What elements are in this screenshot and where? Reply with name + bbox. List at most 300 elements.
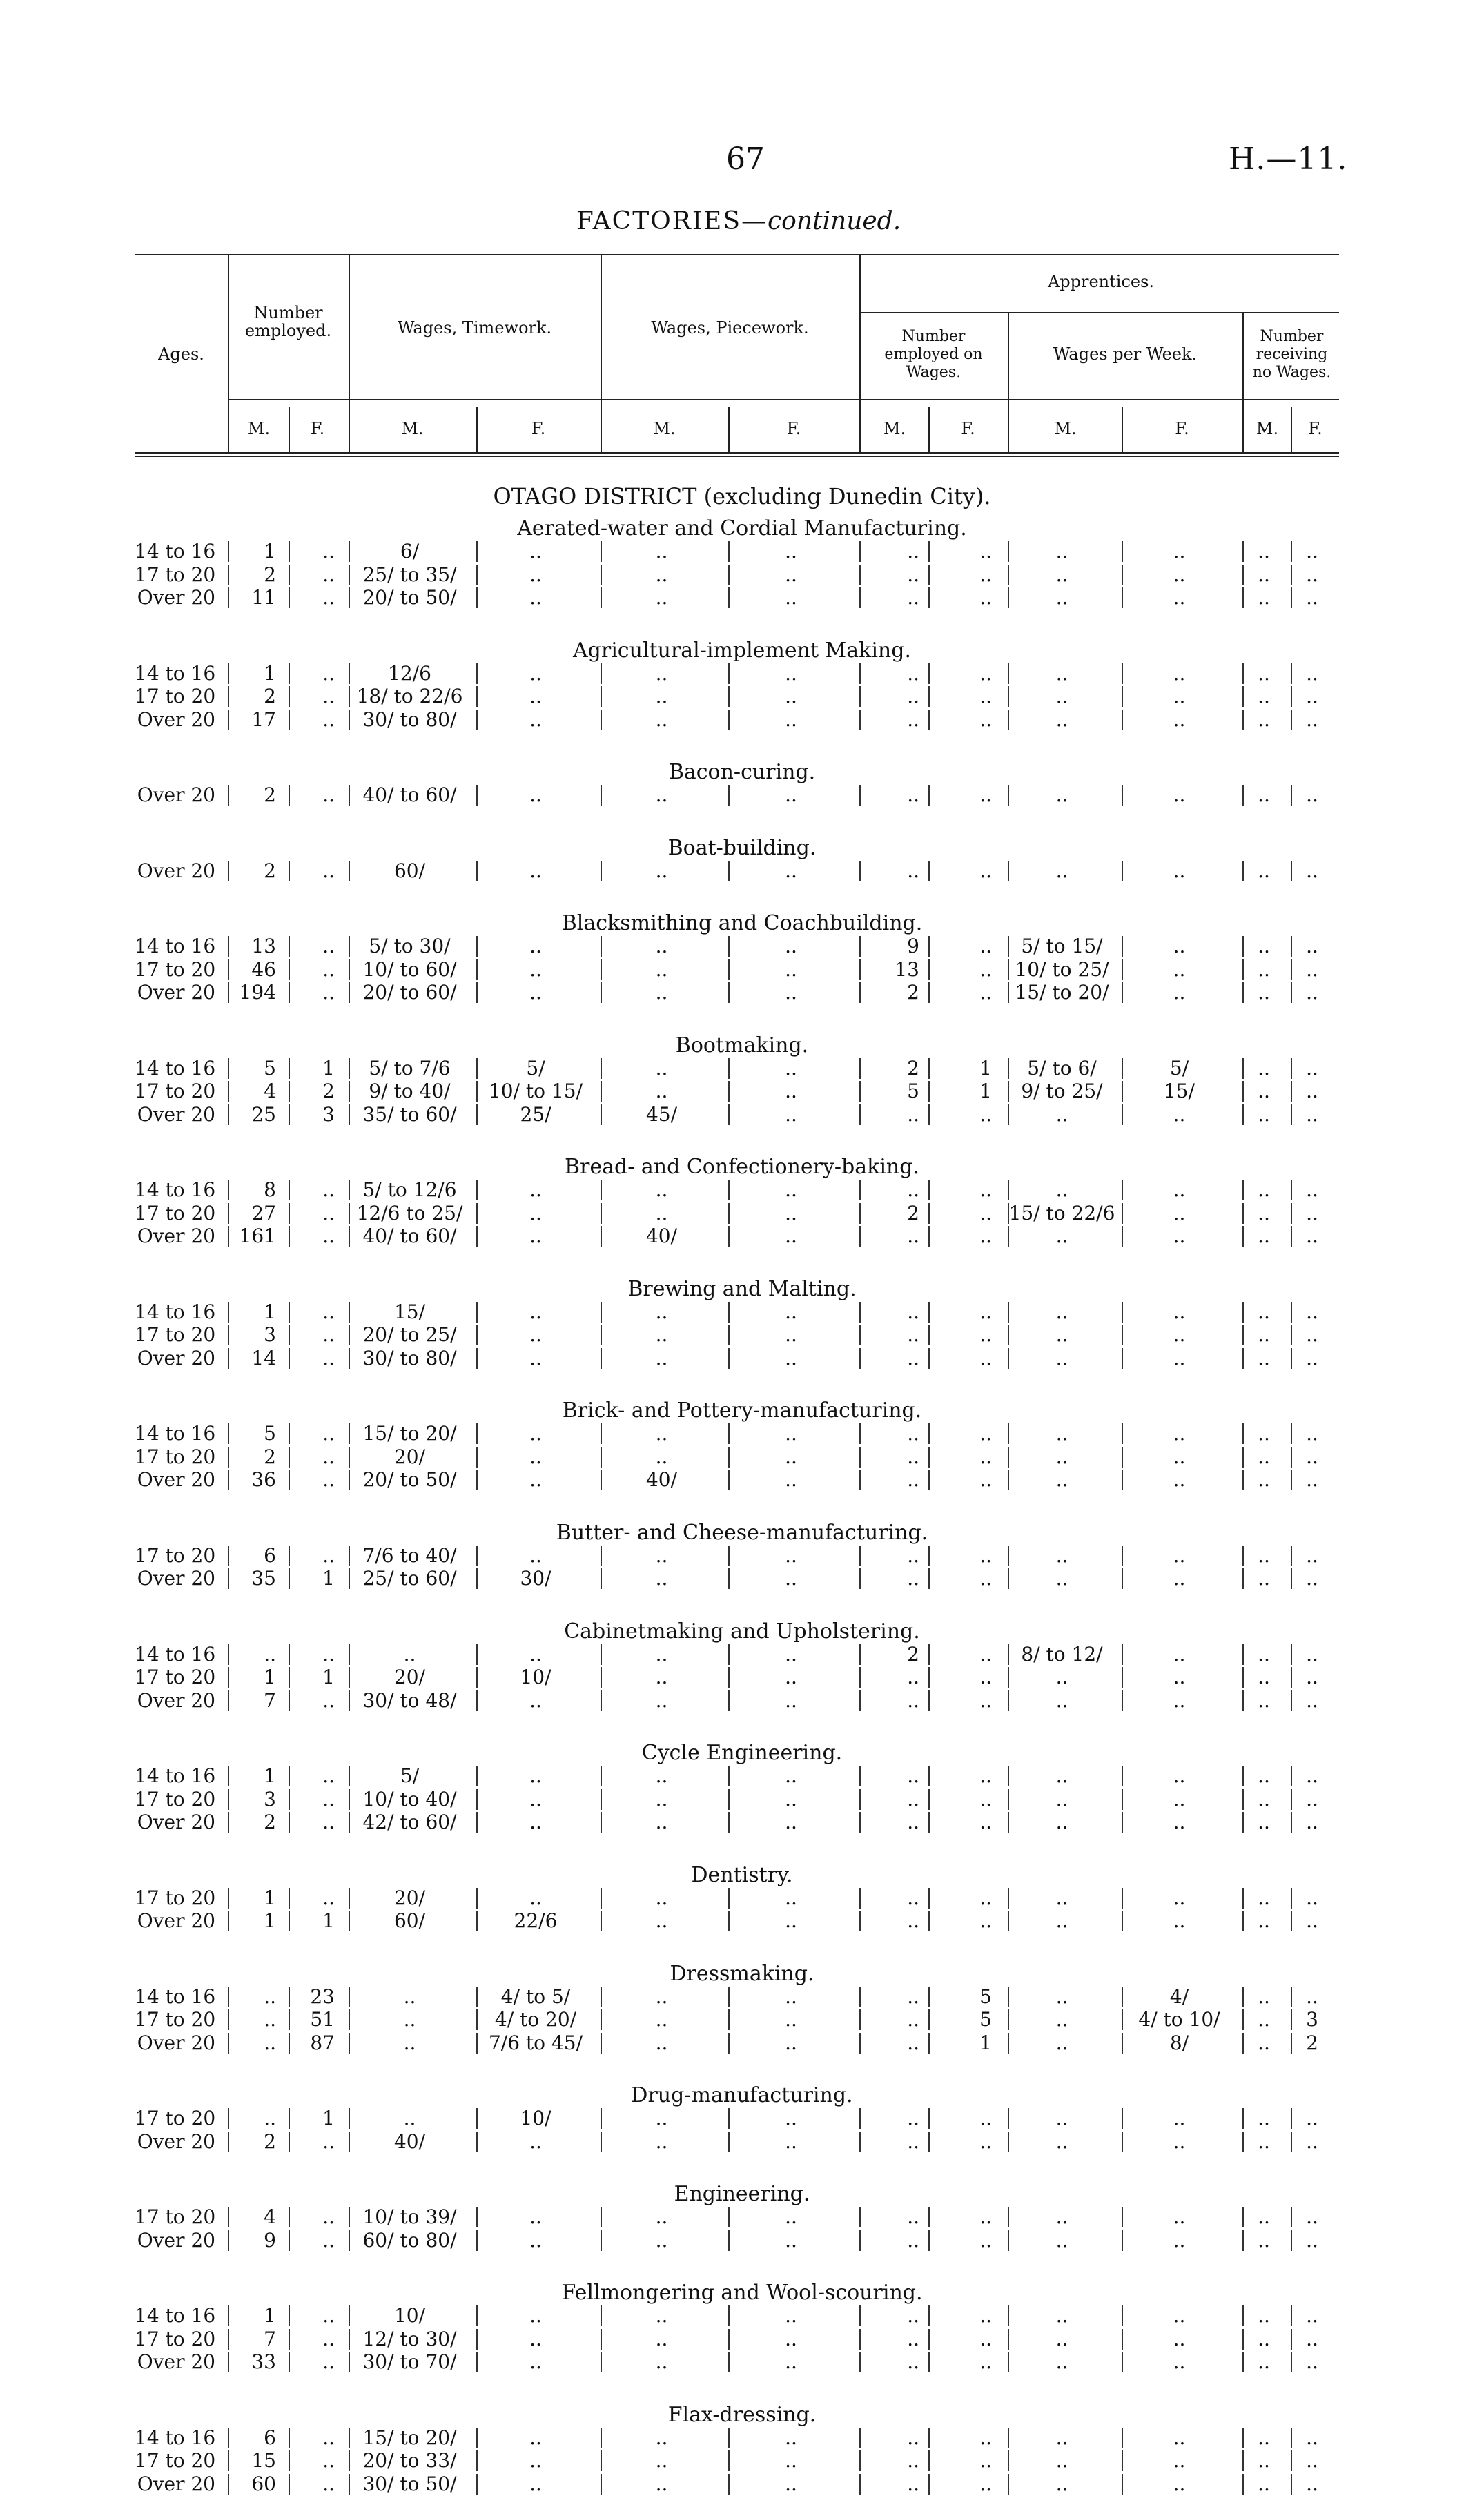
cell-no-wages-f: .. <box>1306 1985 1318 2008</box>
page-number: 67 <box>726 142 765 177</box>
header-piecework-m: M. <box>653 419 676 438</box>
cell-no-wages-f: .. <box>1306 2228 1318 2252</box>
cell-app-wages-m: .. <box>1055 2008 1068 2031</box>
header-wages-timework: Wages, Timework. <box>397 318 552 338</box>
table-row <box>0 540 1484 563</box>
cell-piecework-f: .. <box>785 1567 797 1590</box>
cell-no-wages-f: .. <box>1306 1445 1318 1468</box>
cell-timework-f: .. <box>529 1346 542 1369</box>
cell-age: 17 to 20 <box>135 1323 216 1346</box>
cell-timework-f: 7/6 to 45/ <box>488 2031 583 2054</box>
cell-app-wages-m: .. <box>1055 1985 1068 2008</box>
cell-app-wages-f: .. <box>1173 1300 1186 1323</box>
cell-app-wages-m: .. <box>1055 783 1068 806</box>
cell-employed-m: 3 <box>264 1323 276 1346</box>
cell-app-wages-m: .. <box>1055 540 1068 563</box>
cell-app-wages-m: .. <box>1055 1422 1068 1445</box>
cell-no-wages-f: .. <box>1306 1909 1318 1932</box>
cell-piecework-f: .. <box>785 1787 797 1811</box>
cell-no-wages-f: .. <box>1306 1080 1318 1102</box>
cell-app-employed-m: .. <box>907 1543 919 1567</box>
cell-piecework-m: .. <box>655 1909 668 1932</box>
cell-employed-f: .. <box>322 1323 335 1346</box>
cell-employed-m: 2 <box>264 2129 276 2153</box>
cell-no-wages-m: .. <box>1258 2350 1270 2373</box>
cell-timework-m: .. <box>403 2107 416 2129</box>
cell-piecework-m: .. <box>655 2008 668 2031</box>
cell-age: 17 to 20 <box>135 1886 216 1909</box>
cell-timework-f: 30/ <box>520 1567 551 1590</box>
cell-piecework-m: .. <box>655 1201 668 1225</box>
cell-piecework-f: .. <box>785 2472 797 2495</box>
cell-timework-f: .. <box>529 2304 542 2327</box>
cell-no-wages-f: .. <box>1306 1787 1318 1811</box>
cell-employed-m: .. <box>264 1985 276 2008</box>
industry-title: Agricultural-implement Making. <box>572 638 911 663</box>
table-row <box>0 2449 1484 2473</box>
cell-timework-m: 5/ to 30/ <box>369 935 451 957</box>
cell-no-wages-m: .. <box>1258 2107 1270 2129</box>
cell-piecework-m: .. <box>655 708 668 731</box>
cell-app-wages-f: .. <box>1173 1543 1186 1567</box>
cell-timework-f: .. <box>529 1886 542 1909</box>
cell-piecework-m: .. <box>655 1056 668 1080</box>
header-employed-f: F. <box>310 419 325 438</box>
cell-app-employed-m: .. <box>907 2304 919 2327</box>
cell-piecework-m: .. <box>655 2472 668 2495</box>
cell-piecework-f: .. <box>785 783 797 806</box>
cell-timework-m: 25/ to 35/ <box>362 563 457 586</box>
cell-app-wages-f: 5/ <box>1169 1056 1189 1080</box>
cell-no-wages-m: .. <box>1258 2031 1270 2054</box>
cell-age: 17 to 20 <box>135 957 216 981</box>
cell-no-wages-m: .. <box>1258 586 1270 609</box>
cell-age: Over 20 <box>137 2129 215 2153</box>
cell-piecework-m: .. <box>655 1323 668 1346</box>
cell-app-employed-m: 2 <box>907 1201 919 1225</box>
header-piecework-f: F. <box>786 419 801 438</box>
table-row <box>0 859 1484 883</box>
cell-app-employed-m: 2 <box>907 1056 919 1080</box>
cell-app-wages-m: .. <box>1055 2129 1068 2153</box>
cell-timework-m: 30/ to 70/ <box>362 2350 457 2373</box>
cell-app-employed-m: .. <box>907 540 919 563</box>
cell-app-wages-f: .. <box>1173 981 1186 1004</box>
cell-employed-f: .. <box>322 1422 335 1445</box>
cell-piecework-f: .. <box>785 1080 797 1102</box>
cell-app-wages-m: .. <box>1055 2304 1068 2327</box>
cell-employed-f: .. <box>322 2228 335 2252</box>
cell-no-wages-f: .. <box>1306 1468 1318 1491</box>
cell-piecework-f: .. <box>785 1688 797 1712</box>
cell-no-wages-m: .. <box>1258 1346 1270 1369</box>
cell-app-employed-f: .. <box>979 1323 992 1346</box>
table-row <box>0 1788 1484 1811</box>
cell-piecework-f: .. <box>785 1543 797 1567</box>
cell-no-wages-f: .. <box>1306 540 1318 563</box>
cell-app-wages-f: .. <box>1173 957 1186 981</box>
cell-age: Over 20 <box>137 1102 215 1126</box>
cell-piecework-m: 40/ <box>645 1468 678 1491</box>
cell-app-employed-f: .. <box>979 1178 992 1201</box>
cell-app-employed-f: .. <box>979 2228 992 2252</box>
cell-timework-m: 60/ <box>393 1909 426 1932</box>
industry-title: Boat-building. <box>667 835 817 860</box>
table-header <box>0 0 1484 483</box>
cell-app-wages-m: 15/ to 22/6 <box>1008 1201 1115 1225</box>
cell-timework-m: 18/ to 22/6 <box>356 685 463 708</box>
header-app-employed-m: M. <box>883 419 906 438</box>
cell-no-wages-f: .. <box>1306 1346 1318 1369</box>
cell-no-wages-f: .. <box>1306 2327 1318 2350</box>
cell-timework-m: 15/ <box>393 1300 426 1323</box>
cell-age: 14 to 16 <box>135 1178 216 1201</box>
cell-timework-m: 15/ to 20/ <box>362 1422 457 1445</box>
table-row <box>0 2328 1484 2351</box>
cell-app-wages-m: 15/ to 20/ <box>1015 981 1109 1004</box>
cell-employed-m: 13 <box>251 935 276 957</box>
cell-timework-f: 4/ to 5/ <box>500 1985 571 2008</box>
cell-age: Over 20 <box>137 1811 215 1833</box>
cell-employed-f: .. <box>322 1300 335 1323</box>
cell-timework-f: .. <box>529 1688 542 1712</box>
title-continued: continued. <box>768 207 901 235</box>
cell-age: 14 to 16 <box>135 1985 216 2008</box>
cell-timework-f: .. <box>529 685 542 708</box>
cell-app-wages-f: 4/ <box>1169 1985 1189 2008</box>
cell-app-employed-f: .. <box>979 1764 992 1787</box>
cell-employed-m: 25 <box>251 1102 276 1126</box>
table-row <box>0 1178 1484 1202</box>
cell-no-wages-m: .. <box>1258 1642 1270 1666</box>
cell-timework-f: .. <box>529 1225 542 1247</box>
cell-no-wages-m: .. <box>1258 1567 1270 1590</box>
cell-no-wages-f: .. <box>1306 2129 1318 2153</box>
table-row <box>0 2229 1484 2252</box>
table-row <box>0 1643 1484 1666</box>
cell-app-employed-f: .. <box>979 1300 992 1323</box>
industry-title: Dentistry. <box>691 1862 793 1887</box>
cell-app-wages-f: .. <box>1173 661 1186 685</box>
cell-app-wages-m: .. <box>1055 1543 1068 1567</box>
cell-app-employed-f: .. <box>979 783 992 806</box>
cell-app-wages-m: .. <box>1055 1567 1068 1590</box>
cell-piecework-m: .. <box>655 783 668 806</box>
cell-timework-f: .. <box>529 1468 542 1491</box>
cell-app-wages-f: .. <box>1173 1102 1186 1126</box>
cell-no-wages-f: .. <box>1306 1666 1318 1688</box>
cell-app-wages-f: .. <box>1173 685 1186 708</box>
industry-title: Flax-dressing. <box>667 2402 817 2427</box>
cell-employed-f: 1 <box>322 1666 335 1688</box>
cell-app-employed-m: .. <box>907 1346 919 1369</box>
industry-title: Drug-manufacturing. <box>631 2083 853 2107</box>
cell-piecework-m: .. <box>655 1567 668 1590</box>
table-row <box>0 783 1484 807</box>
cell-timework-m: .. <box>403 2031 416 2054</box>
cell-timework-f: .. <box>529 2129 542 2153</box>
header-no-wages-m: M. <box>1256 419 1279 438</box>
cell-employed-f: 2 <box>322 1080 335 1102</box>
cell-piecework-f: .. <box>785 540 797 563</box>
cell-no-wages-m: .. <box>1258 1323 1270 1346</box>
cell-piecework-f: .. <box>785 1909 797 1932</box>
cell-age: Over 20 <box>137 981 215 1004</box>
cell-employed-f: .. <box>322 1346 335 1369</box>
cell-age: Over 20 <box>137 1346 215 1369</box>
cell-timework-m: 15/ to 20/ <box>362 2426 457 2449</box>
cell-age: Over 20 <box>137 586 215 609</box>
cell-app-wages-m: .. <box>1055 2107 1068 2129</box>
cell-employed-f: .. <box>322 685 335 708</box>
cell-app-employed-f: 5 <box>979 1985 992 2008</box>
cell-timework-f: .. <box>529 661 542 685</box>
cell-app-employed-m: .. <box>907 1178 919 1201</box>
cell-age: 14 to 16 <box>135 540 216 563</box>
cell-timework-m: 42/ to 60/ <box>362 1811 457 1833</box>
cell-employed-f: 1 <box>322 1056 335 1080</box>
cell-app-wages-f: .. <box>1173 2327 1186 2350</box>
cell-no-wages-f: .. <box>1306 2472 1318 2495</box>
cell-app-employed-m: 2 <box>907 1642 919 1666</box>
cell-app-employed-m: 5 <box>907 1080 919 1102</box>
table-row <box>0 981 1484 1004</box>
table-row <box>0 563 1484 587</box>
cell-app-wages-m: .. <box>1055 708 1068 731</box>
cell-timework-f: .. <box>529 1178 542 1201</box>
cell-app-employed-f: .. <box>979 2472 992 2495</box>
cell-app-employed-f: .. <box>979 2426 992 2449</box>
cell-no-wages-f: .. <box>1306 2426 1318 2449</box>
cell-timework-m: 30/ to 80/ <box>362 1346 457 1369</box>
table-row <box>0 2304 1484 2328</box>
cell-app-wages-f: .. <box>1173 2426 1186 2449</box>
cell-no-wages-m: .. <box>1258 859 1270 882</box>
cell-timework-f: .. <box>529 1811 542 1833</box>
cell-piecework-m: 40/ <box>645 1225 678 1247</box>
cell-piecework-m: .. <box>655 1688 668 1712</box>
district-heading: OTAGO DISTRICT (excluding Dunedin City). <box>493 483 991 509</box>
cell-employed-f: .. <box>322 586 335 609</box>
cell-no-wages-f: .. <box>1306 2304 1318 2327</box>
cell-employed-m: 1 <box>264 1764 276 1787</box>
header-app-wages-f: F. <box>1175 419 1189 438</box>
cell-no-wages-m: .. <box>1258 708 1270 731</box>
cell-app-wages-f: .. <box>1173 1323 1186 1346</box>
cell-piecework-f: .. <box>785 935 797 957</box>
cell-app-employed-m: .. <box>907 586 919 609</box>
cell-timework-f: 10/ <box>520 1666 551 1688</box>
cell-timework-f: .. <box>529 783 542 806</box>
cell-age: 17 to 20 <box>135 563 216 586</box>
cell-app-employed-m: .. <box>907 1909 919 1932</box>
cell-employed-m: 1 <box>264 1666 276 1688</box>
cell-no-wages-f: .. <box>1306 981 1318 1004</box>
cell-app-wages-f: .. <box>1173 2129 1186 2153</box>
cell-employed-m: 4 <box>264 1080 276 1102</box>
cell-no-wages-f: .. <box>1306 1422 1318 1445</box>
cell-employed-m: .. <box>264 2107 276 2129</box>
cell-app-employed-m: .. <box>907 2472 919 2495</box>
header-app-wages-m: M. <box>1054 419 1077 438</box>
cell-no-wages-f: .. <box>1306 586 1318 609</box>
table-row <box>0 1057 1484 1080</box>
table-row <box>0 1202 1484 1225</box>
cell-no-wages-m: .. <box>1258 957 1270 981</box>
cell-app-wages-f: 4/ to 10/ <box>1138 2008 1220 2031</box>
cell-piecework-m: .. <box>655 1787 668 1811</box>
table-row <box>0 1811 1484 1834</box>
cell-app-employed-m: .. <box>907 2129 919 2153</box>
cell-timework-f: .. <box>529 2350 542 2373</box>
cell-employed-m: 161 <box>239 1225 276 1247</box>
header-app-employed-f: F. <box>961 419 975 438</box>
cell-no-wages-f: .. <box>1306 2449 1318 2472</box>
cell-app-wages-f: .. <box>1173 1445 1186 1468</box>
cell-employed-f: .. <box>322 2426 335 2449</box>
cell-employed-m: .. <box>264 2031 276 2054</box>
cell-piecework-m: .. <box>655 2107 668 2129</box>
cell-piecework-f: .. <box>785 1764 797 1787</box>
cell-employed-f: .. <box>322 1764 335 1787</box>
cell-employed-f: .. <box>322 2449 335 2472</box>
cell-employed-m: 2 <box>264 1445 276 1468</box>
cell-no-wages-m: .. <box>1258 1080 1270 1102</box>
cell-app-employed-f: .. <box>979 1201 992 1225</box>
cell-app-employed-f: .. <box>979 563 992 586</box>
header-no-wages-f: F. <box>1308 419 1322 438</box>
cell-app-wages-f: .. <box>1173 1468 1186 1491</box>
cell-app-employed-f: .. <box>979 1468 992 1491</box>
cell-timework-f: .. <box>529 2327 542 2350</box>
cell-no-wages-f: .. <box>1306 1886 1318 1909</box>
table-row <box>0 1347 1484 1370</box>
cell-app-employed-m: .. <box>907 783 919 806</box>
cell-piecework-m: .. <box>655 1985 668 2008</box>
cell-app-employed-f: .. <box>979 708 992 731</box>
cell-age: 17 to 20 <box>135 1445 216 1468</box>
cell-no-wages-m: .. <box>1258 2205 1270 2228</box>
cell-timework-f: .. <box>529 2426 542 2449</box>
cell-no-wages-f: .. <box>1306 1811 1318 1833</box>
cell-employed-f: .. <box>322 661 335 685</box>
header-app-number-employed: Number employed on Wages. <box>884 328 983 381</box>
cell-age: Over 20 <box>137 708 215 731</box>
table-row <box>0 708 1484 732</box>
cell-app-employed-m: .. <box>907 685 919 708</box>
cell-timework-m: .. <box>403 1985 416 2008</box>
header-timework-f: F. <box>531 419 546 438</box>
cell-age: 14 to 16 <box>135 1764 216 1787</box>
cell-employed-f: .. <box>322 1445 335 1468</box>
cell-piecework-m: .. <box>655 586 668 609</box>
cell-timework-f: .. <box>529 859 542 882</box>
cell-no-wages-m: .. <box>1258 1056 1270 1080</box>
cell-employed-m: 15 <box>251 2449 276 2472</box>
cell-no-wages-m: .. <box>1258 783 1270 806</box>
cell-age: 17 to 20 <box>135 685 216 708</box>
table-row <box>0 1225 1484 1248</box>
cell-piecework-f: .. <box>785 2107 797 2129</box>
cell-timework-m: 6/ <box>400 540 420 563</box>
cell-piecework-f: .. <box>785 1666 797 1688</box>
cell-no-wages-m: .. <box>1258 1468 1270 1491</box>
cell-age: 17 to 20 <box>135 1666 216 1688</box>
table-row <box>0 1323 1484 1347</box>
cell-no-wages-m: .. <box>1258 1300 1270 1323</box>
cell-piecework-m: .. <box>655 2426 668 2449</box>
cell-employed-m: 2 <box>264 783 276 806</box>
cell-piecework-m: .. <box>655 661 668 685</box>
cell-app-employed-m: .. <box>907 1468 919 1491</box>
cell-employed-m: 2 <box>264 1811 276 1833</box>
cell-app-employed-f: .. <box>979 2205 992 2228</box>
industry-title: Butter- and Cheese-manufacturing. <box>556 1520 928 1545</box>
table-row <box>0 2205 1484 2229</box>
cell-piecework-f: .. <box>785 661 797 685</box>
cell-no-wages-f: .. <box>1306 1178 1318 1201</box>
cell-no-wages-m: .. <box>1258 2008 1270 2031</box>
cell-no-wages-f: .. <box>1306 957 1318 981</box>
industry-title: Bacon-curing. <box>668 760 816 784</box>
cell-employed-f: .. <box>322 2350 335 2373</box>
cell-timework-f: .. <box>529 586 542 609</box>
cell-piecework-f: .. <box>785 957 797 981</box>
cell-timework-m: 5/ <box>400 1764 420 1787</box>
cell-employed-f: .. <box>322 1468 335 1491</box>
cell-age: 17 to 20 <box>135 2327 216 2350</box>
cell-app-wages-f: .. <box>1173 1764 1186 1787</box>
cell-app-wages-m: 8/ to 12/ <box>1021 1642 1103 1666</box>
cell-employed-f: .. <box>322 1642 335 1666</box>
cell-employed-m: 35 <box>251 1567 276 1590</box>
cell-app-wages-m: .. <box>1055 1225 1068 1247</box>
cell-piecework-m: .. <box>655 1764 668 1787</box>
cell-app-wages-f: .. <box>1173 708 1186 731</box>
cell-app-employed-f: .. <box>979 935 992 957</box>
cell-timework-f: .. <box>529 1543 542 1567</box>
cell-piecework-f: .. <box>785 563 797 586</box>
cell-age: Over 20 <box>137 2031 215 2054</box>
cell-piecework-m: .. <box>655 1445 668 1468</box>
cell-app-wages-m: .. <box>1055 586 1068 609</box>
cell-no-wages-f: .. <box>1306 859 1318 882</box>
cell-app-wages-f: .. <box>1173 540 1186 563</box>
cell-employed-f: .. <box>322 783 335 806</box>
cell-employed-f: .. <box>322 859 335 882</box>
cell-timework-m: 5/ to 12/6 <box>362 1178 457 1201</box>
cell-app-employed-f: .. <box>979 661 992 685</box>
cell-piecework-f: .. <box>785 1346 797 1369</box>
cell-piecework-f: .. <box>785 1201 797 1225</box>
cell-timework-f: .. <box>529 2472 542 2495</box>
cell-app-wages-f: .. <box>1173 586 1186 609</box>
cell-app-employed-f: .. <box>979 2129 992 2153</box>
cell-app-wages-f: .. <box>1173 1642 1186 1666</box>
cell-piecework-f: .. <box>785 1445 797 1468</box>
cell-no-wages-f: .. <box>1306 935 1318 957</box>
cell-no-wages-m: .. <box>1258 2129 1270 2153</box>
cell-age: 17 to 20 <box>135 1201 216 1225</box>
table-row <box>0 1689 1484 1713</box>
cell-app-employed-f: .. <box>979 1543 992 1567</box>
cell-app-employed-m: .. <box>907 1323 919 1346</box>
table-row <box>0 1909 1484 1933</box>
table-row <box>0 2473 1484 2496</box>
cell-no-wages-f: .. <box>1306 1056 1318 1080</box>
cell-app-employed-f: .. <box>979 1225 992 1247</box>
cell-app-wages-m: .. <box>1055 1886 1068 1909</box>
